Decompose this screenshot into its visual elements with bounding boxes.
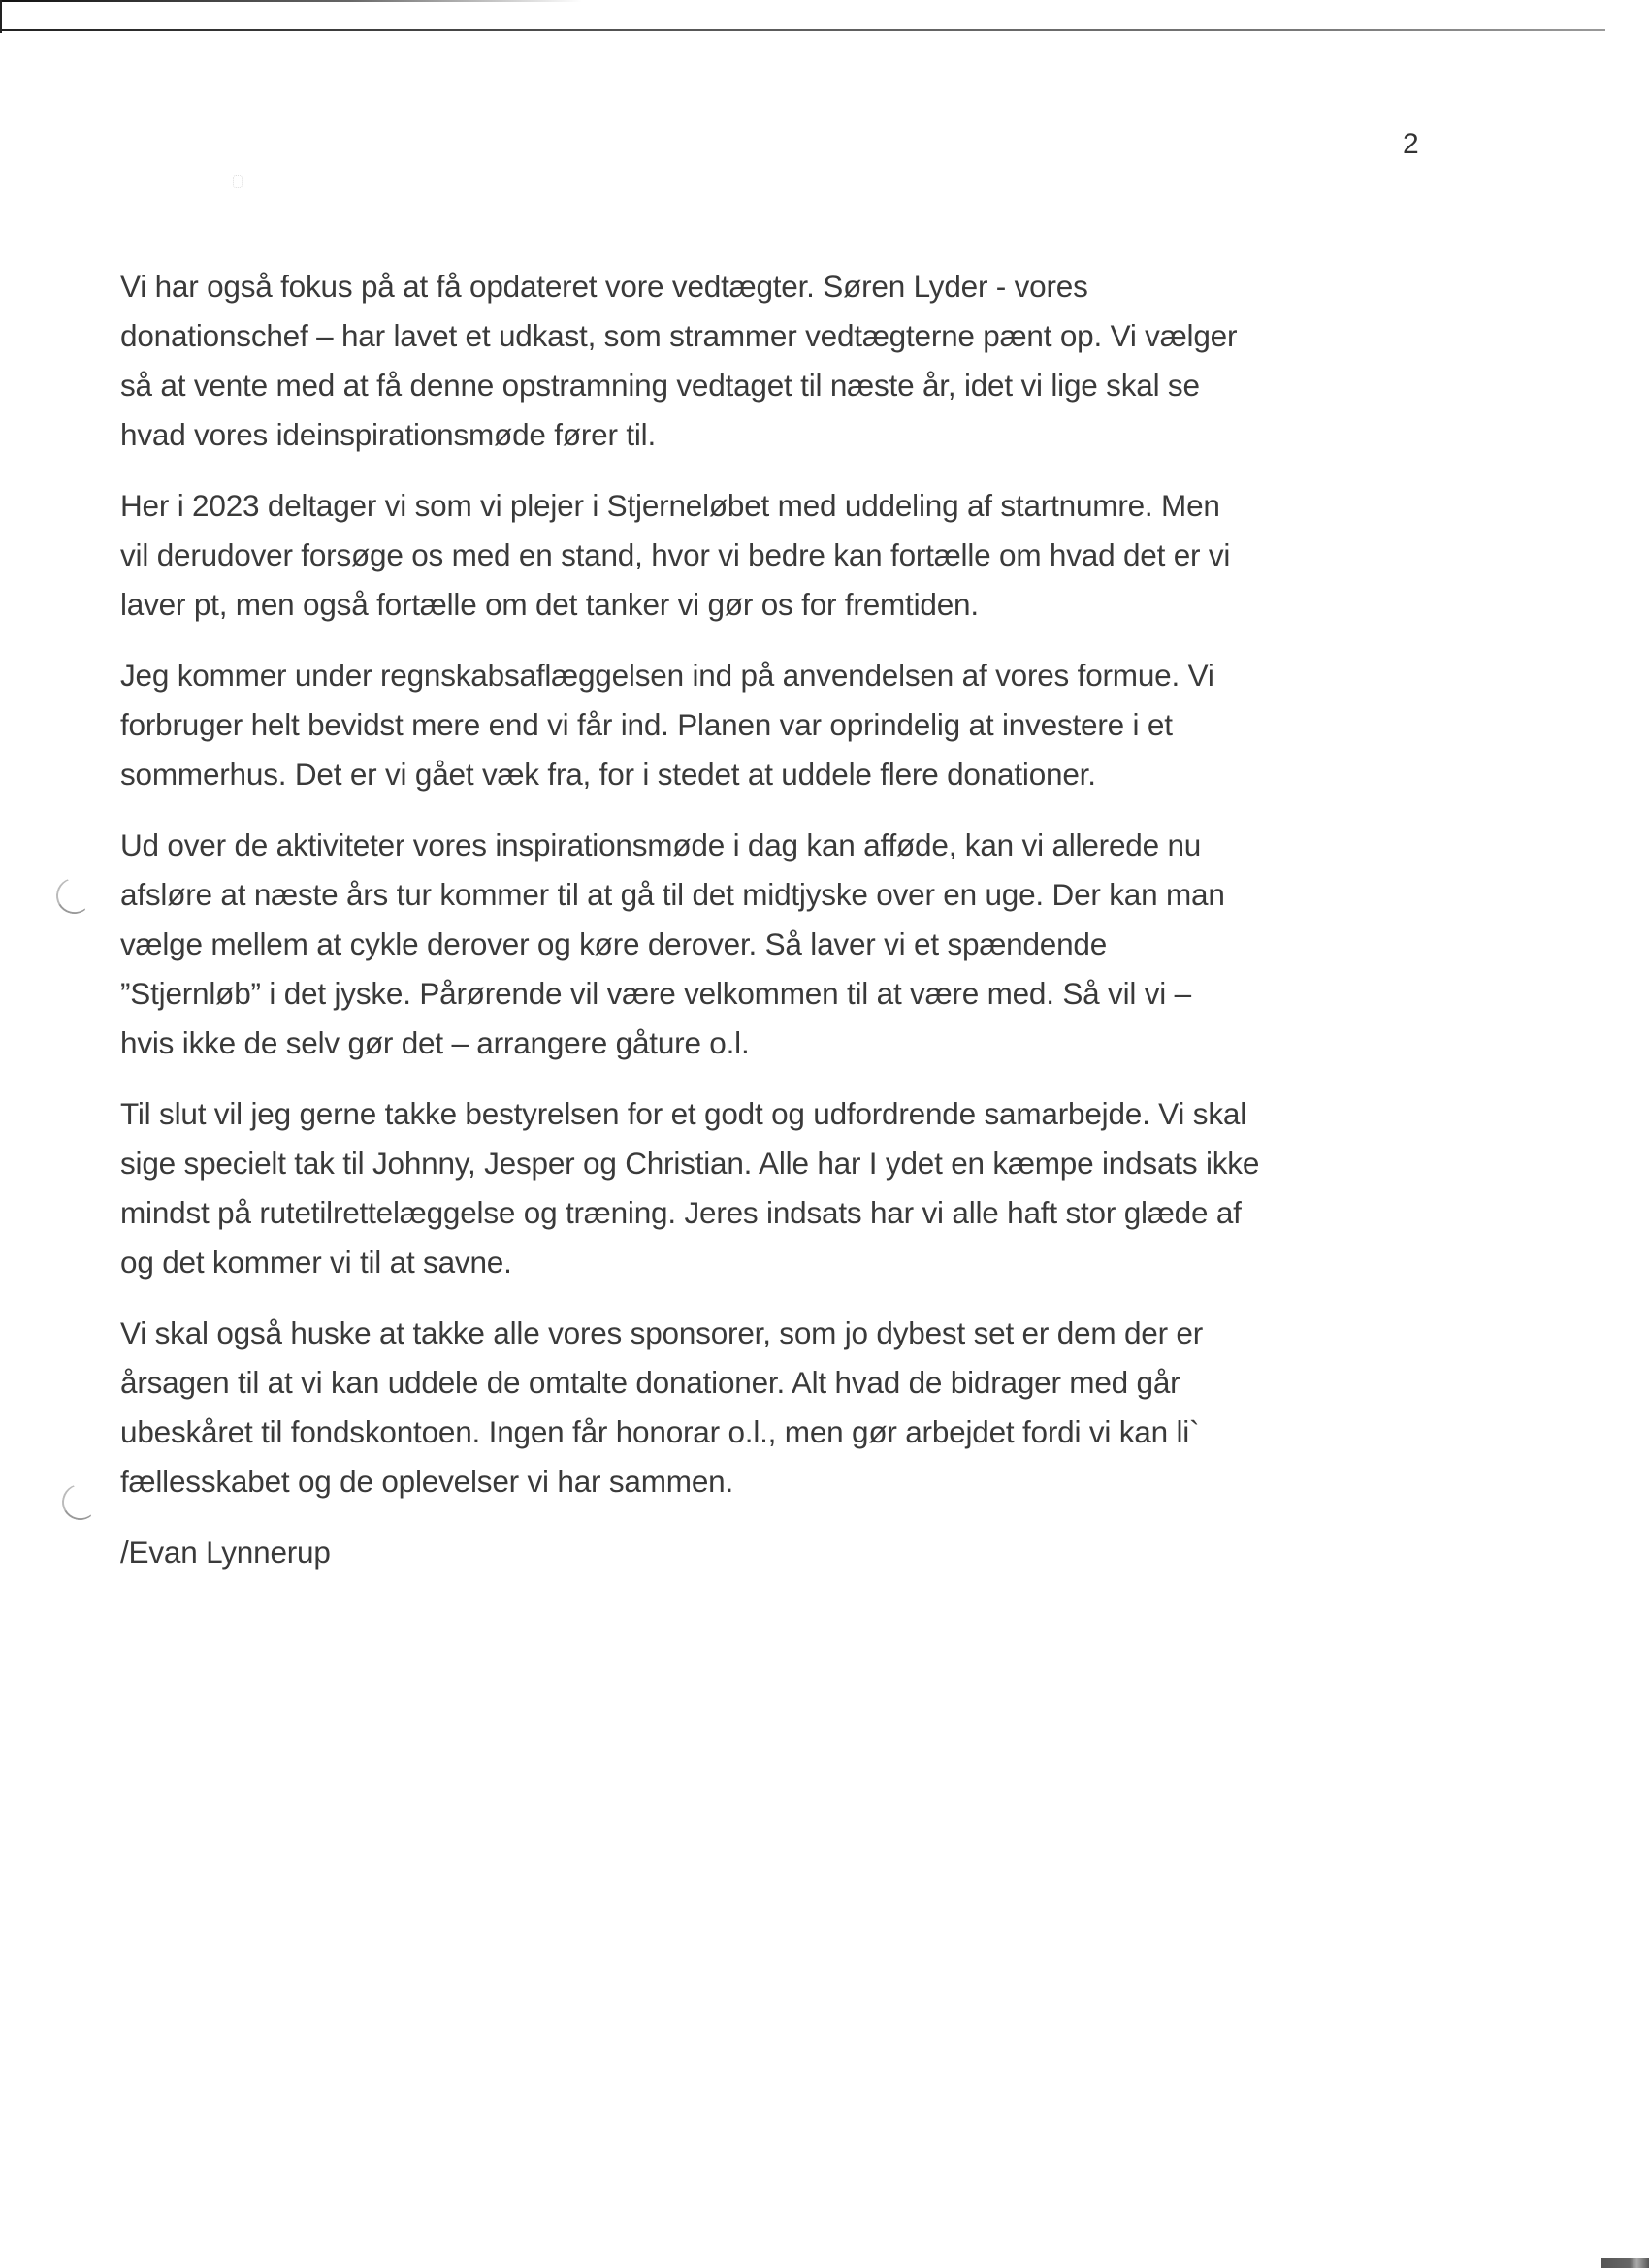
text-line: og det kommer vi til at savne. [120, 1245, 512, 1280]
text-line: forbruger helt bevidst mere end vi får ind. Planen var oprindelig at investere i et [120, 707, 1173, 742]
scan-speck [233, 175, 242, 188]
paragraph-thanks-board [120, 1089, 1478, 1287]
punch-hole-mark [58, 1480, 102, 1524]
signature [120, 1528, 1478, 1577]
text-line: Ud over de aktiviteter vores inspirationsmøde i dag kan afføde, kan vi allerede nu [120, 827, 1202, 862]
text-line: ubeskåret til fondskontoen. Ingen får honorar o.l., men gør arbejdet fordi vi kan li` [120, 1414, 1200, 1449]
text-line: sige specielt tak til Johnny, Jesper og Christian. Alle har I ydet en kæmpe indsats ikke [120, 1146, 1260, 1181]
text-line: sommerhus. Det er vi gået væk fra, for i stedet at uddele flere donationer. [120, 757, 1096, 792]
text-line: Vi har også fokus på at få opdateret vore vedtægter. Søren Lyder - vores [120, 269, 1088, 304]
text-line: Vi skal også huske at takke alle vores sponsorer, som jo dybest set er dem der er [120, 1315, 1204, 1350]
signature-name: /Evan Lynnerup [120, 1535, 331, 1570]
paragraph-statutes [120, 262, 1478, 460]
page-number: 2 [1403, 128, 1419, 160]
paragraph-thanks-sponsors [120, 1309, 1478, 1507]
text-line: vælge mellem at cykle derover og køre derover. Så laver vi et spændende [120, 926, 1108, 961]
text-line: så at vente med at få denne opstramning vedtaget til næste år, idet vi lige skal se [120, 368, 1200, 403]
text-line: årsagen til at vi kan uddele de omtalte donationer. Alt hvad de bidrager med går [120, 1365, 1180, 1400]
paragraph-stjerneloebet [120, 481, 1478, 630]
paragraph-finances [120, 651, 1478, 799]
punch-hole-mark [52, 874, 96, 918]
scan-header-line [0, 29, 1605, 31]
text-line: fællesskabet og de oplevelser vi har sammen. [120, 1464, 734, 1499]
text-line: ”Stjernløb” i det jyske. Pårørende vil være velkommen til at være med. Så vil vi – [120, 976, 1191, 1011]
text-line: vil derudover forsøge os med en stand, hvor vi bedre kan fortælle om hvad det er vi [120, 537, 1231, 572]
text-line: Til slut vil jeg gerne takke bestyrelsen for et godt og udfordrende samarbejde. Vi skal [120, 1096, 1246, 1131]
text-line: mindst på rutetilrettelæggelse og træning. Jeres indsats har vi alle haft stor glæde af [120, 1195, 1242, 1230]
text-line: Jeg kommer under regnskabsaflæggelsen ind på anvendelsen af vores formue. Vi [120, 658, 1214, 693]
text-line: Her i 2023 deltager vi som vi plejer i Stjerneløbet med uddeling af startnumre. Men [120, 488, 1220, 523]
text-line: laver pt, men også fortælle om det tanker vi gør os for fremtiden. [120, 587, 979, 622]
text-line: hvad vores ideinspirationsmøde fører til. [120, 417, 657, 452]
scan-edge-top [0, 0, 582, 2]
text-line: hvis ikke de selv gør det – arrangere gåture o.l. [120, 1025, 750, 1060]
text-line: afsløre at næste års tur kommer til at gå til det midtjyske over en uge. Der kan man [120, 877, 1225, 912]
scan-edge-left [0, 0, 2, 33]
scan-corner-mark [1600, 2258, 1649, 2268]
paragraph-next-year-trip [120, 821, 1478, 1068]
text-line: donationschef – har lavet et udkast, som strammer vedtægterne pænt op. Vi vælger [120, 318, 1238, 353]
letter-body [120, 262, 1478, 1599]
